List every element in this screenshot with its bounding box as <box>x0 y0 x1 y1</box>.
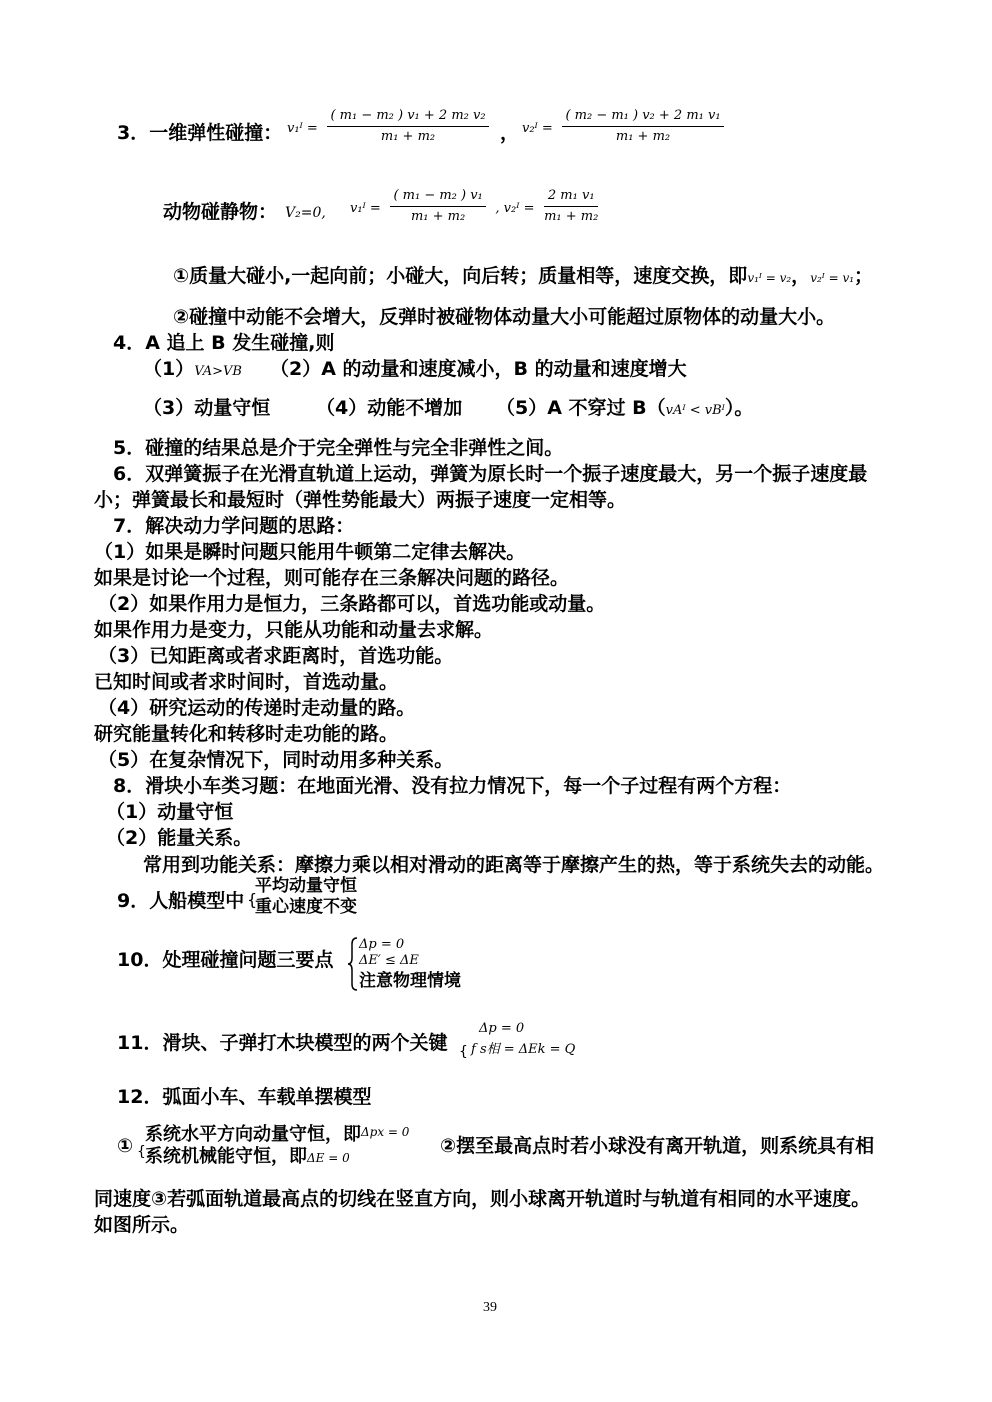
s4-c5-expr: vAᴵ < vBᴵ <box>665 403 725 418</box>
s3-frac2-den: m₁ + m₂ <box>615 129 671 144</box>
s3b-v2zero: V₂=0, <box>285 205 326 221</box>
s7-l2: 如果是讨论一个过程，则可能存在三条解决问题的路径。 <box>94 567 570 589</box>
page-number: 39 <box>483 1300 497 1315</box>
s11-b1: Δp = 0 <box>479 1021 525 1036</box>
s3-formula-1 <box>287 108 492 145</box>
s11-b2: f s相 = ΔEk = Q <box>471 1042 576 1057</box>
s3-v2p: v₂ᴵ = <box>522 121 553 136</box>
s3c-line1 <box>173 264 873 288</box>
s3b-v2p: , v₂ᴵ = <box>495 201 535 216</box>
s7-title: 7．解决动力学问题的思路： <box>113 515 355 537</box>
s3c-eq1: v₁ᴵ = v₂ <box>747 271 792 285</box>
s8-l3: 常用到功能关系：摩擦力乘以相对滑动的距离等于摩擦产生的热，等于系统失去的动能。 <box>143 854 885 876</box>
s8-title: 8．滑块小车类习题：在地面光滑、没有拉力情况下，每一个子过程有两个方程： <box>113 775 792 797</box>
s3b-frac1-num: ( m₁ − m₂ ) v₁ <box>390 188 485 207</box>
s4-title: 4．A 追上 B 发生碰撞,则 <box>113 332 335 354</box>
s3c-end: ； <box>854 265 874 287</box>
s3c-eq2: v₂ᴵ = v₁ <box>810 271 855 285</box>
s7-l7: （4）研究运动的传递时走动量的路。 <box>98 697 416 719</box>
s3b-formula <box>350 188 601 225</box>
s3-frac2 <box>562 108 723 145</box>
s3c-line1-text: ①质量大碰小,一起向前；小碰大，向后转；质量相等，速度交换，即 <box>173 265 748 287</box>
s3-label: 3．一维弹性碰撞： <box>117 122 283 144</box>
s9-b2: 重心速度不变 <box>255 897 357 917</box>
s5: 5．碰撞的结果总是介于完全弹性与完全非弹性之间。 <box>113 437 564 459</box>
s9-label: 9．人船模型中 <box>117 890 245 912</box>
s7-l4: 如果作用力是变力，只能从功能和动量去求解。 <box>94 619 494 641</box>
s12-b1-line <box>145 1124 409 1146</box>
s4-c1 <box>143 357 242 381</box>
s3-comma: ， <box>500 122 520 144</box>
s4-c5-pre: （5）A 不穿过 B（ <box>496 397 666 419</box>
s4-c1-label: （1） <box>143 358 195 380</box>
s3c-line2: ②碰撞中动能不会增大，反弹时被碰物体动量大小可能超过原物体的动量大小。 <box>173 306 836 328</box>
s3b-frac2 <box>544 188 598 225</box>
s3b-v1p: v₁ᴵ = <box>350 201 381 216</box>
s4-c1-expr: VA>VB <box>194 364 242 379</box>
s10-b1: Δp = 0 <box>359 937 405 952</box>
s3c-sep: ， <box>791 265 811 287</box>
s6-line1: 6．双弹簧振子在光滑直轨道上运动，弹簧为原长时一个振子速度最大，另一个振子速度最 <box>113 463 868 485</box>
s4-c2: （2）A 的动量和速度减小，B 的动量和速度增大 <box>270 358 687 380</box>
s11-brace: { <box>459 1044 468 1060</box>
s3b-frac1-den: m₁ + m₂ <box>410 209 466 224</box>
s10-label: 10．处理碰撞问题三要点 <box>117 949 334 971</box>
s12-l3: 如图所示。 <box>94 1214 190 1236</box>
s3b-frac1 <box>390 188 485 225</box>
s4-c5-post: ）。 <box>724 397 754 419</box>
s3b-frac2-num: 2 m₁ v₁ <box>544 188 598 207</box>
s12-l2: 同速度③若弧面轨道最高点的切线在竖直方向，则小球离开轨道时与轨道有相同的水平速度。 <box>94 1188 871 1210</box>
s7-l3: （2）如果作用力是恒力，三条路都可以，首选功能或动量。 <box>98 593 606 615</box>
s7-l9: （5）在复杂情况下，同时动用多种关系。 <box>98 749 454 771</box>
s6-line2: 小；弹簧最长和最短时（弹性势能最大）两振子速度一定相等。 <box>94 489 627 511</box>
s3-frac1 <box>327 108 488 145</box>
s12-b1: 系统水平方向动量守恒，即 <box>145 1124 361 1145</box>
s3b-label: 动物碰静物： <box>163 201 278 223</box>
s12-b1-eq: Δpx = 0 <box>361 1125 410 1139</box>
s10-b2: ΔE′ ≤ ΔE <box>359 953 419 968</box>
s7-l1: （1）如果是瞬时问题只能用牛顿第二定律去解决。 <box>94 541 526 563</box>
s7-l8: 研究能量转化和转移时走功能的路。 <box>94 723 399 745</box>
s3-frac1-num: ( m₁ − m₂ ) v₁ + 2 m₂ v₂ <box>327 108 488 127</box>
s12-b2-line <box>145 1146 350 1168</box>
s3-formula-2 <box>522 108 727 145</box>
s3-frac2-num: ( m₂ − m₁ ) v₂ + 2 m₁ v₁ <box>562 108 723 127</box>
s12-brace: { <box>137 1144 146 1160</box>
s4-c4: （4）动能不增加 <box>316 397 463 419</box>
s12-circ1: ① <box>117 1135 134 1157</box>
s10-b3: 注意物理情境 <box>359 971 461 991</box>
s8-l2: （2）能量关系。 <box>106 827 253 849</box>
s11-label: 11．滑块、子弹打木块模型的两个关键 <box>117 1032 448 1054</box>
s12-b2-eq: ΔE = 0 <box>307 1151 350 1165</box>
s3b-frac2-den: m₁ + m₂ <box>544 209 599 224</box>
s7-l6: 已知时间或者求时间时，首选动量。 <box>94 671 399 693</box>
s12-b2: 系统机械能守恒，即 <box>145 1146 307 1167</box>
s8-l1: （1）动量守恒 <box>106 801 234 823</box>
s10-brace <box>347 936 359 992</box>
s9-b1: 平均动量守恒 <box>255 876 357 896</box>
s4-c5 <box>496 396 753 420</box>
s12-title: 12．弧面小车、车载单摆模型 <box>117 1086 372 1108</box>
s9-brace: { <box>247 890 258 909</box>
s7-l5: （3）已知距离或者求距离时，首选功能。 <box>98 645 454 667</box>
s4-c3: （3）动量守恒 <box>143 397 271 419</box>
s12-tail: ②摆至最高点时若小球没有离开轨道，则系统具有相 <box>440 1135 875 1157</box>
s3-v1p: v₁ᴵ = <box>287 121 318 136</box>
s3-frac1-den: m₁ + m₂ <box>380 129 436 144</box>
